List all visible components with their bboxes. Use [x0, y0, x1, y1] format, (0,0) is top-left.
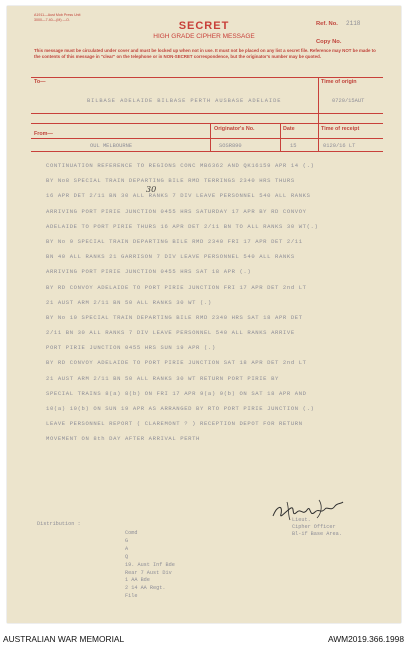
form-code-line-1: A1911—Aust Mob Press Unit [34, 13, 81, 17]
distribution-item: Rear 7 Aust Div [125, 569, 172, 576]
distribution-item: File [125, 593, 138, 600]
message-line: LEAVE PERSONNEL REPORT ( CLAREMONT ? ) RECEPTION DEPOT FOR RETURN [46, 420, 303, 428]
handling-notice: This message must be circulated under cover and must be locked up when not in use. It must not be placed on any list a secret file. Reference may NOT be made to the contents of this message in "clear" on the telephone or in NON-SECRET correspondence, but the originator's number may be quoted. [34, 48, 376, 59]
rule-line [210, 123, 211, 151]
message-line: BY RD CONVOY ADELAIDE TO PORT PIRIE JUNCTION SAT 18 APR DET 2nd LT [46, 359, 307, 367]
signature-rank: Lieut. [292, 517, 311, 523]
signature-block [292, 517, 342, 538]
distribution-item: 2 14 AA Regt. [125, 585, 166, 592]
originator-no-value: SOSR890 [219, 143, 242, 149]
time-of-receipt-label: Time of receipt [321, 126, 360, 132]
to-label: To— [34, 79, 46, 85]
rule-line [31, 138, 383, 139]
rule-line [318, 77, 319, 123]
message-line: 21 AUST ARM 2/11 BN 50 ALL RANKS 30 WT (.) [46, 298, 212, 306]
message-line: SPECIAL TRAINS 8(a) 8(b) ON FRI 17 APR 9(a) 9(b) ON SAT 18 APR AND [46, 389, 307, 397]
from-value: OUL MELBOURNE [90, 143, 133, 149]
rule-line [31, 123, 383, 124]
message-line: ADELAIDE TO PORT PIRIE THURS 16 APR DET 2/11 BN TO ALL RANKS 30 WT(.) [46, 222, 319, 230]
date-label: Date [283, 126, 295, 132]
message-line: 21 AUST ARM 2/11 BN 50 ALL RANKS 30 WT RETURN PORT PIRIE BY [46, 374, 279, 382]
message-line: CONTINUATION REFERENCE TO REGIONS CONC MB6362 AND QK16159 APR 14 (.) [46, 162, 315, 169]
originator-no-label: Originator's No. [214, 126, 255, 132]
distribution-item: Q [125, 553, 129, 560]
message-line: ARRIVING PORT PIRIE JUNCTION 0455 HRS SATURDAY 17 APR BY RD CONVOY [46, 207, 307, 215]
copy-no-label: Copy No. [316, 39, 342, 45]
distribution-list [125, 530, 175, 601]
message-line: 16 APR DET 2/11 BN 30 ALL RANKS 7 DIV LEAVE PERSONNEL 540 ALL RANKS [46, 192, 311, 200]
distribution-item: 1 AA Bde [125, 577, 150, 584]
message-line: PORT PIRIE JUNCTION 0455 HRS SUN 19 APR (.) [46, 344, 216, 352]
message-line: 2/11 BN 30 ALL RANKS 7 DIV LEAVE PERSONNEL 540 ALL RANKS ARRIVE [46, 329, 295, 337]
rule-line [31, 113, 383, 114]
time-of-origin-label: Time of origin [321, 79, 357, 85]
distribution-item: G [125, 537, 129, 544]
message-line: BN 40 ALL RANKS 21 GARRISON 7 DIV LEAVE PERSONNEL 540 ALL RANKS [46, 253, 295, 261]
cipher-subtitle: HIGH GRADE CIPHER MESSAGE [153, 33, 255, 40]
from-label: From— [34, 131, 53, 137]
distribution-item: A [125, 545, 129, 552]
message-line: BY RD CONVOY ADELAIDE TO PORT PIRIE JUNCTION FRI 17 APR DET 2nd LT [46, 283, 307, 291]
distribution-item: Comd [125, 530, 138, 536]
ref-no-label: Ref. No. [316, 21, 338, 27]
rule-line [318, 123, 319, 151]
distribution-item: 19. Aust Inf Bde [125, 561, 175, 568]
rule-line [31, 77, 383, 78]
message-line: BY No 10 SPECIAL TRAIN DEPARTING BILE RMD 2340 HRS SAT 18 APR DET [46, 313, 303, 321]
form-code-line-2: 3000—7.40—(M) —O. [34, 18, 70, 22]
message-line: ARRIVING PORT PIRIE JUNCTION 0455 HRS SAT 18 APR (.) [46, 268, 252, 276]
archive-accession-number: AWM2019.366.1998 [327, 634, 404, 644]
ref-no-value: 2118 [346, 20, 361, 27]
distribution-label: Distribution : [37, 521, 81, 527]
rule-line [280, 123, 281, 151]
cipher-message-sheet [7, 6, 401, 623]
message-line: BY No 9 SPECIAL TRAIN DEPARTING BILE RMD 2340 FRI 17 APR DET 2/11 [46, 237, 303, 245]
message-line: BY No8 SPECIAL TRAIN DEPARTING BILE RMD TERRINGS 2340 HRS THURS [46, 177, 295, 185]
time-of-receipt-value: 0120/16 LT [323, 143, 356, 149]
message-line: 10(a) 10(b) ON SUN 19 APR AS ARRANGED BY RTO PORT PIRIE JUNCTION (.) [46, 405, 315, 412]
handwritten-correction: 30 [146, 185, 157, 194]
time-of-origin-value: 0720/15AUT [332, 98, 365, 104]
date-value: 15 [290, 143, 297, 149]
message-line: MOVEMENT ON 8th DAY AFTER ARRIVAL PERTH [46, 435, 200, 443]
archive-credit: AUSTRALIAN WAR MEMORIAL [3, 634, 125, 644]
signature-title: Cipher Officer [292, 524, 336, 530]
rule-line [31, 151, 383, 152]
message-body [46, 158, 376, 447]
addressees: BILBASE ADELAIDE BILBASE PERTH AUSBASE ADELAIDE [87, 98, 282, 104]
secret-title: SECRET [178, 20, 230, 32]
signature-unit: Bl-if Base Area. [292, 531, 342, 537]
